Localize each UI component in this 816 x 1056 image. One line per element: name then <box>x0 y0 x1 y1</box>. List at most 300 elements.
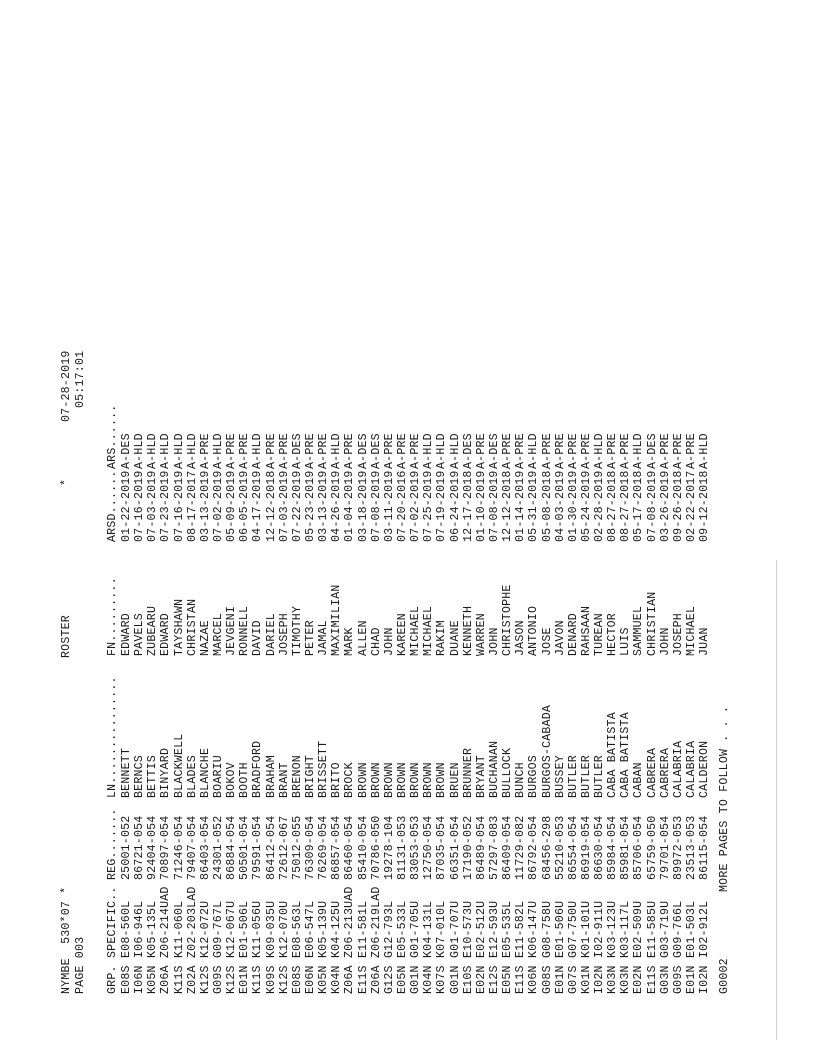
cell-first-name: JOSE <box>540 627 554 656</box>
cell-first-name: TUREAN <box>593 613 607 656</box>
cell-last-name: BRISSETT <box>317 740 331 798</box>
cell-arsd: 07-22-2019 <box>290 470 304 542</box>
cell-specific: K05-135L <box>146 900 160 958</box>
cell-reg: 19278-104 <box>382 815 396 880</box>
cell-grp: I02N <box>593 965 607 994</box>
cell-reg: 86792-054 <box>527 815 541 880</box>
cell-reg: 55210-053 <box>553 815 567 880</box>
cell-grp: Z02A <box>185 965 199 994</box>
cell-last-name: BUTLER <box>593 755 607 798</box>
cell-reg: 85706-054 <box>632 815 646 880</box>
header-star: * <box>60 478 73 486</box>
cell-specific: K07-010L <box>435 900 449 958</box>
report-date: 07-28-2019 <box>60 350 73 422</box>
cell-ars: A-PRE <box>619 433 633 469</box>
cell-arsd: 07-03-2019 <box>146 470 160 542</box>
cell-reg: 17190-052 <box>461 815 475 880</box>
cell-last-name: BUNCH <box>514 762 528 798</box>
cell-last-name: BURGOS-CABADA <box>540 704 554 798</box>
cell-ars: A-PRE <box>514 433 528 469</box>
cell-ars: A-DES <box>120 433 133 469</box>
cell-first-name: JEVGENI <box>225 605 239 656</box>
cell-reg: 65759-050 <box>645 815 659 880</box>
cell-arsd: 07-16-2019 <box>172 470 186 542</box>
cell-specific: Z06-214UAD <box>159 886 173 958</box>
cell-last-name: BERNCS <box>133 755 147 798</box>
cell-reg: 86409-054 <box>501 815 515 880</box>
cell-ars: A-HLD <box>435 433 449 469</box>
cell-reg: 75012-055 <box>290 815 304 880</box>
cell-last-name: BINYARD <box>159 747 173 798</box>
cell-specific: K04-131L <box>422 900 436 958</box>
cell-last-name: BROWN <box>356 762 370 798</box>
cell-last-name: BRAHAM <box>264 755 278 798</box>
cell-reg: 86721-054 <box>133 815 147 880</box>
cell-grp: E02N <box>632 965 646 994</box>
cell-last-name: BROWN <box>369 762 383 798</box>
cell-arsd: 07-23-2019 <box>159 470 173 542</box>
cell-specific: G08-758U <box>540 900 554 958</box>
cell-arsd: 08-27-2018 <box>606 470 620 542</box>
cell-grp: E01N <box>553 965 567 994</box>
cell-ars: A-PRE <box>606 433 620 469</box>
cell-specific: K12-070U <box>277 900 291 958</box>
cell-arsd: 03-13-2019 <box>317 470 331 542</box>
cell-grp: Z06A <box>343 965 357 994</box>
cell-last-name: BENNETT <box>120 747 133 798</box>
cell-last-name: BRUNNER <box>461 747 475 798</box>
cell-ars: A-PRE <box>671 433 685 469</box>
cell-specific: K01-101U <box>579 900 593 958</box>
cell-specific: K11-060L <box>172 900 186 958</box>
cell-last-name: BUSSEY <box>553 755 567 798</box>
cell-ars: A-PRE <box>553 433 567 469</box>
cell-ars: A-PRE <box>264 433 278 469</box>
cell-specific: Z02-203LAD <box>185 886 199 958</box>
cell-first-name: DUANE <box>448 620 462 656</box>
cell-last-name: BROWN <box>409 762 423 798</box>
cell-grp: K12S <box>277 965 291 994</box>
cell-specific: E11-581L <box>356 900 370 958</box>
cell-grp: E08S <box>120 965 133 994</box>
cell-first-name: ZUBEARU <box>146 605 160 656</box>
cell-reg: 12750-054 <box>422 815 436 880</box>
cell-ars: A-PRE <box>540 433 554 469</box>
cell-ars: A-DES <box>290 433 304 469</box>
cell-last-name: BURGOS <box>527 755 541 798</box>
cell-arsd: 07-02-2019 <box>409 470 423 542</box>
footer-code: G0002 <box>718 958 731 994</box>
footer-more-pages: MORE PAGES TO FOLLOW . . . <box>718 705 731 892</box>
cell-last-name: BRYANT <box>474 755 488 798</box>
cell-first-name: PAVELS <box>133 613 147 656</box>
cell-arsd: 04-26-2019 <box>330 470 344 542</box>
cell-reg: 85984-054 <box>606 815 620 880</box>
cell-reg: 71246-054 <box>172 815 186 880</box>
cell-reg: 89972-053 <box>671 815 685 880</box>
cell-reg: 92404-054 <box>146 815 160 880</box>
cell-specific: K12-067U <box>225 900 239 958</box>
cell-ars: A-HLD <box>422 433 436 469</box>
cell-last-name: BRIGHT <box>303 755 317 798</box>
cell-arsd: 07-16-2019 <box>133 470 147 542</box>
cell-specific: Z06-219LAD <box>369 886 383 958</box>
cell-arsd: 01-04-2019 <box>343 470 357 542</box>
cell-specific: E10-573U <box>461 900 475 958</box>
cell-last-name: CABA BATISTA <box>606 712 620 798</box>
col-ars: ARS...... <box>106 404 119 469</box>
cell-last-name: BRADFORD <box>251 740 265 798</box>
cell-grp: I02N <box>698 965 712 994</box>
cell-first-name: EDWARD <box>120 613 133 656</box>
cell-specific: E05-535L <box>501 900 515 958</box>
cell-specific: G01-707U <box>448 900 462 958</box>
cell-last-name: CABRERA <box>658 747 672 798</box>
cell-reg: 79701-054 <box>658 815 672 880</box>
cell-arsd: 08-17-2017 <box>185 470 199 542</box>
cell-arsd: 09-26-2018 <box>671 470 685 542</box>
cell-grp: G09S <box>671 965 685 994</box>
cell-grp: K04N <box>422 965 436 994</box>
cell-ars: A-HLD <box>527 433 541 469</box>
cell-first-name: RAHSAAN <box>579 605 593 656</box>
cell-last-name: BOKOV <box>225 762 239 798</box>
cell-grp: K05N <box>317 965 331 994</box>
cell-first-name: CHRISTAN <box>185 598 199 656</box>
cell-last-name: CABA BATISTA <box>619 712 633 798</box>
cell-grp: K05N <box>146 965 160 994</box>
cell-specific: G03-719U <box>658 900 672 958</box>
cell-first-name: HECTOR <box>606 613 620 656</box>
cell-grp: G03N <box>658 965 672 994</box>
cell-reg: 85981-054 <box>619 815 633 880</box>
cell-grp: E05N <box>395 965 409 994</box>
cell-ars: A-DES <box>461 433 475 469</box>
cell-arsd: 02-22-2017 <box>685 470 699 542</box>
cell-grp: K06N <box>527 965 541 994</box>
cell-ars: A-HLD <box>159 433 173 469</box>
cell-arsd: 03-11-2019 <box>382 470 396 542</box>
cell-ars: A-PRE <box>343 433 357 469</box>
cell-ars: A-PRE <box>395 433 409 469</box>
cell-grp: E08S <box>290 965 304 994</box>
cell-grp: K07S <box>435 965 449 994</box>
cell-arsd: 07-20-2016 <box>395 470 409 542</box>
cell-ars: A-HLD <box>448 433 462 469</box>
cell-arsd: 07-19-2019 <box>435 470 449 542</box>
cell-first-name: JOSEPH <box>671 613 685 656</box>
cell-reg: 86630-054 <box>593 815 607 880</box>
cell-arsd: 03-18-2019 <box>356 470 370 542</box>
cell-last-name: BRENON <box>290 755 304 798</box>
cell-ars: A-DES <box>487 433 501 469</box>
cell-ars: A-PRE <box>277 433 291 469</box>
cell-grp: E01N <box>238 965 252 994</box>
col-grp: GRP. <box>106 965 119 994</box>
cell-ars: A-PRE <box>225 433 239 469</box>
cell-reg: 50501-054 <box>238 815 252 880</box>
cell-arsd: 12-17-2018 <box>461 470 475 542</box>
cell-reg: 57297-083 <box>487 815 501 880</box>
cell-last-name: BLADES <box>185 755 199 798</box>
cell-first-name: JOHN <box>382 627 396 656</box>
cell-first-name: RAKIM <box>435 620 449 656</box>
cell-last-name: BOARIU <box>211 755 225 798</box>
cell-ars: A-PRE <box>501 433 515 469</box>
cell-first-name: TAYSHAWN <box>172 598 186 656</box>
cell-ars: A-PRE <box>658 433 672 469</box>
cell-ars: A-HLD <box>146 433 160 469</box>
cell-ars: A-PRE <box>685 433 699 469</box>
cell-ars: A-HLD <box>330 433 344 469</box>
cell-grp: E11S <box>356 965 370 994</box>
cell-specific: K05-139U <box>317 900 331 958</box>
col-fn: FN......... <box>106 577 119 656</box>
report-title: ROSTER <box>60 615 73 658</box>
cell-ars: A-DES <box>645 433 659 469</box>
cell-grp: K01N <box>579 965 593 994</box>
cell-ars: A-HLD <box>698 433 712 469</box>
cell-first-name: JOHN <box>487 627 501 656</box>
cell-last-name: CABAN <box>632 762 646 798</box>
cell-arsd: 07-25-2019 <box>422 470 436 542</box>
col-ln: LN............... <box>106 676 119 798</box>
cell-specific: K04-125U <box>330 900 344 958</box>
cell-first-name: LUIS <box>619 627 633 656</box>
cell-specific: G09-767L <box>211 900 225 958</box>
cell-grp: E11S <box>514 965 528 994</box>
cell-arsd: 07-03-2019 <box>277 470 291 542</box>
cell-specific: E12-593U <box>487 900 501 958</box>
cell-first-name: DENARD <box>566 613 580 656</box>
cell-ars: A-PRE <box>303 433 317 469</box>
cell-ars: A-PRE <box>566 433 580 469</box>
cell-arsd: 01-14-2019 <box>514 470 528 542</box>
cell-ars: A-DES <box>356 433 370 469</box>
cell-grp: K12S <box>198 965 212 994</box>
cell-ars: A-PRE <box>409 433 423 469</box>
cell-last-name: BUTLER <box>566 755 580 798</box>
cell-specific: E01-506L <box>238 900 252 958</box>
cell-arsd: 05-17-2018 <box>632 470 646 542</box>
cell-ars: A-HLD <box>185 433 199 469</box>
cell-specific: Z06-213UAD <box>343 886 357 958</box>
cell-first-name: DAVID <box>251 620 265 656</box>
cell-first-name: EDWARD <box>159 613 173 656</box>
cell-specific: E02-512U <box>474 900 488 958</box>
cell-reg: 11729-082 <box>514 815 528 880</box>
cell-reg: 86884-054 <box>225 815 239 880</box>
cell-first-name: CHRISTOPHE <box>501 584 515 656</box>
cell-grp: Z06A <box>369 965 383 994</box>
cell-first-name: MARK <box>343 627 357 656</box>
col-arsd: ARSD...... <box>106 470 119 542</box>
cell-arsd: 02-28-2019 <box>593 470 607 542</box>
cell-first-name: MICHAEL <box>685 605 699 656</box>
cell-reg: 86412-054 <box>264 815 278 880</box>
cell-reg: 86919-054 <box>579 815 593 880</box>
cell-specific: K03-117L <box>619 900 633 958</box>
cell-grp: K04N <box>330 965 344 994</box>
cell-first-name: CHRISTIAN <box>645 591 659 656</box>
cell-arsd: 06-24-2019 <box>448 470 462 542</box>
cell-reg: 24301-052 <box>211 815 225 880</box>
cell-first-name: TIMOTHY <box>290 605 304 656</box>
cell-reg: 79407-054 <box>185 815 199 880</box>
cell-reg: 76309-054 <box>303 815 317 880</box>
cell-arsd: 05-31-2019 <box>527 470 541 542</box>
cell-arsd: 12-12-2018 <box>501 470 515 542</box>
cell-arsd: 07-08-2019 <box>369 470 383 542</box>
cell-grp: K03N <box>619 965 633 994</box>
cell-arsd: 03-13-2019 <box>198 470 212 542</box>
cell-last-name: BULLOCK <box>501 747 515 798</box>
cell-reg: 23513-053 <box>685 815 699 880</box>
cell-last-name: CALABRIA <box>671 740 685 798</box>
cell-first-name: DARIEL <box>264 613 278 656</box>
cell-first-name: PETER <box>303 620 317 656</box>
cell-reg: 25001-052 <box>120 815 133 880</box>
cell-first-name: WARREN <box>474 613 488 656</box>
cell-grp: Z06A <box>159 965 173 994</box>
cell-grp: K11S <box>172 965 186 994</box>
cell-last-name: CABRERA <box>645 747 659 798</box>
col-reg: REG....... <box>106 808 119 880</box>
cell-last-name: CALABRIA <box>685 740 699 798</box>
cell-last-name: BROWN <box>395 762 409 798</box>
cell-first-name: CHAD <box>369 627 383 656</box>
cell-grp: K11S <box>251 965 265 994</box>
cell-arsd: 03-26-2019 <box>658 470 672 542</box>
cell-ars: A-HLD <box>133 433 147 469</box>
cell-grp: K12S <box>225 965 239 994</box>
cell-ars: A-HLD <box>593 433 607 469</box>
cell-reg: 86857-054 <box>330 815 344 880</box>
cell-grp: E06N <box>303 965 317 994</box>
cell-first-name: MARCEL <box>211 613 225 656</box>
cell-specific: E06-547L <box>303 900 317 958</box>
cell-last-name: BROWN <box>435 762 449 798</box>
cell-reg: 85410-054 <box>356 815 370 880</box>
cell-first-name: JUAN <box>698 627 712 656</box>
cell-arsd: 07-08-2019 <box>645 470 659 542</box>
cell-reg: 86403-054 <box>198 815 212 880</box>
cell-reg: 76269-054 <box>317 815 331 880</box>
roster-printout <box>50 350 770 1006</box>
cell-grp: E02N <box>474 965 488 994</box>
cell-specific: E11-582L <box>514 900 528 958</box>
cell-grp: E01N <box>685 965 699 994</box>
cell-last-name: BROCK <box>343 762 357 798</box>
cell-first-name: MAXIMILIAN <box>330 584 344 656</box>
cell-arsd: 06-05-2019 <box>238 470 252 542</box>
cell-first-name: ALLEN <box>356 620 370 656</box>
cell-ars: A-HLD <box>172 433 186 469</box>
report-id: NYMBE 530*07 * <box>60 886 73 994</box>
cell-grp: G07S <box>566 965 580 994</box>
cell-specific: K06-147U <box>527 900 541 958</box>
cell-first-name: JASON <box>514 620 528 656</box>
cell-grp: I06N <box>133 965 147 994</box>
cell-arsd: 01-10-2019 <box>474 470 488 542</box>
cell-arsd: 05-08-2018 <box>540 470 554 542</box>
cell-ars: A-PRE <box>238 433 252 469</box>
cell-last-name: BOOTH <box>238 762 252 798</box>
cell-specific: K12-072U <box>198 900 212 958</box>
cell-specific: I06-946L <box>133 900 147 958</box>
cell-specific: G12-793L <box>382 900 396 958</box>
cell-reg: 79591-054 <box>251 815 265 880</box>
cell-reg: 72612-067 <box>277 815 291 880</box>
cell-arsd: 05-23-2019 <box>303 470 317 542</box>
cell-specific: E02-509U <box>632 900 646 958</box>
cell-grp: G09S <box>211 965 225 994</box>
cell-reg: 86489-054 <box>474 815 488 880</box>
cell-reg: 86554-054 <box>566 815 580 880</box>
cell-last-name: BLACKWELL <box>172 733 186 798</box>
cell-specific: I02-912L <box>698 900 712 958</box>
cell-ars: A-PRE <box>382 433 396 469</box>
cell-arsd: 09-12-2018 <box>698 470 712 542</box>
page-edge-line <box>776 560 777 1040</box>
cell-first-name: KENNETH <box>461 605 475 656</box>
cell-grp: G01N <box>409 965 423 994</box>
cell-specific: E08-563L <box>290 900 304 958</box>
cell-specific: I02-911U <box>593 900 607 958</box>
cell-first-name: KAREEN <box>395 613 409 656</box>
cell-last-name: BUCHANAN <box>487 740 501 798</box>
cell-ars: A-HLD <box>211 433 225 469</box>
cell-ars: A-PRE <box>317 433 331 469</box>
cell-reg: 66351-054 <box>448 815 462 880</box>
cell-specific: G09-766L <box>671 900 685 958</box>
cell-first-name: ANTONIO <box>527 605 541 656</box>
cell-last-name: CALDERON <box>698 740 712 798</box>
cell-arsd: 07-08-2019 <box>487 470 501 542</box>
cell-ars: A-PRE <box>579 433 593 469</box>
cell-grp: E10S <box>461 965 475 994</box>
cell-last-name: BUTLER <box>579 755 593 798</box>
cell-arsd: 08-27-2018 <box>619 470 633 542</box>
cell-ars: A-HLD <box>632 433 646 469</box>
cell-first-name: MICHAEL <box>422 605 436 656</box>
cell-specific: E05-533L <box>395 900 409 958</box>
cell-reg: 70786-050 <box>369 815 383 880</box>
cell-last-name: BLANCHE <box>198 747 212 798</box>
cell-arsd: 12-12-2018 <box>264 470 278 542</box>
cell-reg: 70897-054 <box>159 815 173 880</box>
cell-grp: G12S <box>382 965 396 994</box>
cell-arsd: 04-03-2019 <box>553 470 567 542</box>
cell-last-name: BRUEN <box>448 762 462 798</box>
cell-last-name: BROWN <box>422 762 436 798</box>
cell-first-name: JAMAL <box>317 620 331 656</box>
cell-arsd: 01-30-2019 <box>566 470 580 542</box>
cell-specific: E01-503L <box>685 900 699 958</box>
cell-first-name: RONNELL <box>238 605 252 656</box>
cell-last-name: BRITO <box>330 762 344 798</box>
cell-last-name: BROWN <box>382 762 396 798</box>
cell-reg: 86460-054 <box>343 815 357 880</box>
cell-specific: K03-123U <box>606 900 620 958</box>
cell-first-name: JOSEPH <box>277 613 291 656</box>
cell-ars: A-PRE <box>474 433 488 469</box>
cell-arsd: 01-22-2019 <box>120 470 133 542</box>
cell-grp: K03N <box>606 965 620 994</box>
cell-arsd: 07-02-2019 <box>211 470 225 542</box>
cell-ars: A-PRE <box>198 433 212 469</box>
report-time: 05:17:01 <box>74 350 87 408</box>
